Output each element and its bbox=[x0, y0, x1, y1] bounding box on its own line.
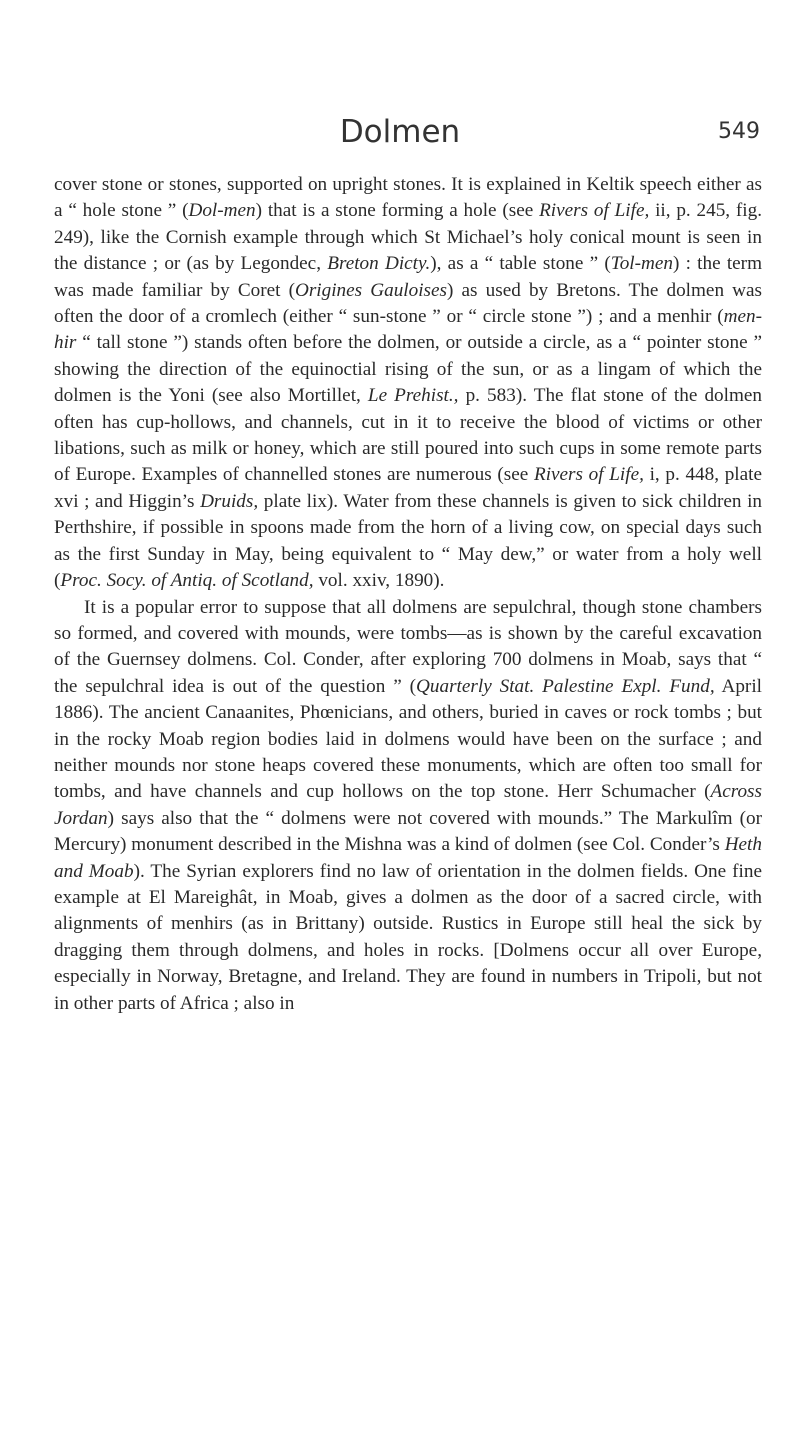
italic-text: Rivers of Life, bbox=[539, 200, 650, 222]
italic-text: Le Prehist., bbox=[367, 385, 459, 407]
text-run: It is a popular error to suppose that all dolmens are sepulchral, though stone chambers so formed, and covered with mounds, were tombs—as is shown by the careful excavation of the Guernsey dolmens. Col. Conder, after exploring 700 dolmens in Moab, says that “ the sepulchral idea is out of the question ” ( bbox=[54, 596, 762, 697]
italic-text: Tol-men bbox=[610, 253, 673, 275]
text-run: plate lix). Water from these channels is given to sick children in Perthshire, if possible in spoons made from the horn of a living cow, on special days such as the first Sunday in May, being equivalent to “ May dew,” or water from a holy well ( bbox=[54, 490, 762, 592]
text-run: “ tall stone ”) stands often before the dolmen, or outside a circle, as a “ pointer stone ” showing the direction of the equinoctial rising of the sun, or as a lingam of which the dolmen is the Yoni (see also Mortillet, bbox=[54, 332, 762, 407]
italic-text: Rivers of Life, bbox=[533, 464, 644, 486]
italic-text: Heth and Moab bbox=[54, 834, 762, 882]
italic-text: Druids, bbox=[200, 490, 259, 512]
paragraph-1 bbox=[54, 172, 762, 595]
text-run: vol. xxiv, 1890). bbox=[313, 570, 445, 592]
text-run: ), as a “ table stone ” ( bbox=[430, 253, 611, 275]
text-run: p. 583). The flat stone of the dolmen often has cup-hollows, and channels, cut in it to receive the blood of victims or other libations, such as milk or honey, which are still poured into such cups in some remote parts of Europe. Examples of channelled stones are numerous (see bbox=[54, 385, 763, 486]
page-title: Dolmen bbox=[339, 114, 461, 150]
text-run: i, p. 448, plate xvi ; and Higgin’s bbox=[54, 464, 763, 512]
body-text bbox=[54, 172, 762, 1017]
italic-text: Dol-men bbox=[188, 200, 256, 222]
italic-text: men-hir bbox=[54, 306, 762, 354]
text-run: ). The Syrian explorers find no law of orientation in the dolmen fields. One fine example at El Mareighât, in Moab, gives a dolmen as the door of a sacred circle, with alignments of menhirs (as in Brittany) outside. Rustics in Europe still heal the sick by dragging them through dolmens, and holes in rocks. [Dolmens occur all over Europe, especially in Norway, Bretagne, and Ireland. They are found in numbers in Tripoli, but not in other parts of Africa ; also in bbox=[54, 860, 762, 1014]
text-run: ) says also that the “ dolmens were not covered with mounds.” The Markulîm (or Mercury) monument described in the Mishna was a kind of dolmen (see Col. Conder’s bbox=[54, 807, 762, 856]
italic-text: Origines Gauloises bbox=[294, 279, 448, 301]
text-run: ) : the term was made familiar by Coret ( bbox=[54, 253, 762, 301]
text-run: ) as used by Bretons. The dolmen was often the door of a cromlech (either “ sun-stone ” or “ circle stone ”) ; and a menhir ( bbox=[54, 279, 763, 328]
paragraph-2 bbox=[54, 595, 762, 1018]
text-run: ) that is a stone forming a hole (see bbox=[255, 200, 540, 222]
text-run: cover stone or stones, supported on upright stones. It is explained in Keltik speech either as a “ hole stone ” ( bbox=[54, 174, 762, 222]
text-run: April 1886). The ancient Canaanites, Phœnicians, and others, buried in caves or rock tombs ; but in the rocky Moab region bodies laid in dolmens would have been on the surface ; and neither mounds nor stone heaps covered these monuments, which are often too small for tombs, and have channels and cup hollows on the top stone. Herr Schumacher ( bbox=[54, 675, 762, 803]
page-number: 549 bbox=[718, 119, 760, 144]
text-run: ii, p. 245, fig. 249), like the Cornish example through which St Michael’s holy conical mount is seen in the distance ; or (as by Legondec, bbox=[54, 200, 763, 275]
italic-text: Quarterly Stat. Palestine Expl. Fund, bbox=[416, 675, 715, 697]
italic-text: Proc. Socy. of Antiq. of Scotland, bbox=[60, 570, 314, 592]
italic-text: Breton Dicty. bbox=[327, 253, 431, 275]
italic-text: Across Jordan bbox=[54, 781, 762, 829]
page-header bbox=[0, 112, 800, 152]
